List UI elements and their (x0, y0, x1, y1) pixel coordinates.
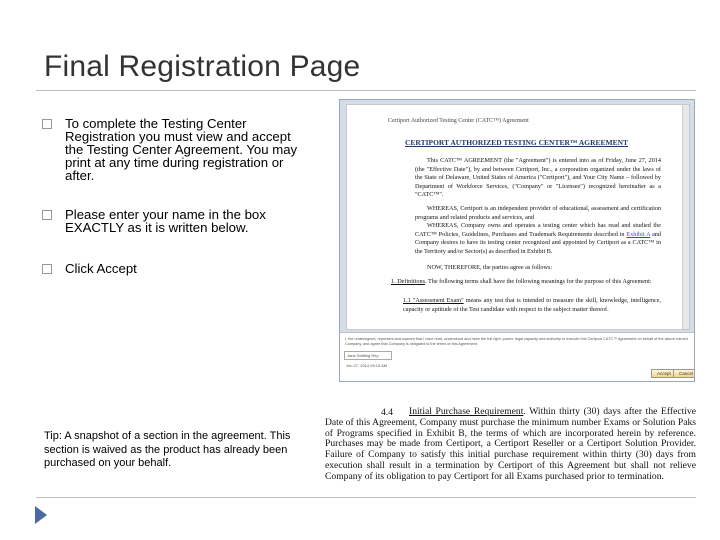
section-body-text: . Within thirty (30) days after the Effective Date of this Agreement, Company must purchase the minimum number Exams or Solution Paks of Programs specified in Exhibit B, the terms of which are incorporated herein by reference. Purchases may be made from Certiport, a Certiport Reseller or a Certiport Solution Provider. Failure of Company to satisfy this initial purchase requirement within thirty (30) days from execution shall result in a termination by Certiport of this Agreement but shall not relieve Company of its obligation to pay Certiport for all Exams purchased prior to termination. (325, 406, 696, 482)
section-heading: Initial Purchase Requirement (409, 406, 524, 417)
list-item (42, 208, 304, 234)
window-bottom-bar (340, 381, 695, 382)
cancel-button[interactable]: Cancel (673, 369, 695, 378)
agreement-paragraph (415, 205, 661, 257)
agreement-paragraph: This CATC™ AGREEMENT (the "Agreement") is entered into as of Friday, June 27, 2014 (the "Effective Date"), by and between Certiport, Inc., a corporation organized under the laws of the State of Delaware, United States of America ("Certiport"), and Your City Name – followed by Department of Workforce Services, ("Company" or "Licensee") recognized hereinafter as a "CATC™". (415, 157, 661, 199)
list-item (42, 117, 304, 182)
footer-divider (36, 497, 696, 498)
agreement-paragraph (403, 297, 661, 314)
section-text (325, 407, 696, 483)
acceptance-statement: I, the undersigned, represent and warrant that I have read, understood and have the full right, power, legal capacity and authority to execute this Certiport CATC™ Agreement on behalf of the above named Company, and agree that Company is obligated to the terms of this Agreement. (345, 337, 688, 346)
instruction-text: To complete the Testing Center Registration you must view and accept the Testing Center Agreement. You may print at any time during registration or after. (65, 116, 298, 183)
next-arrow-icon[interactable] (34, 505, 48, 525)
whereas-text: and Company desires to have its testing center recognized and appointed by Certiport as a CATC™ in the Territory and/or Sector(s) as described in Exhibit B. (415, 230, 661, 255)
whereas-text: WHEREAS, Certiport is an independent provider of educational, assessment and certification programs and related products and services, and (415, 205, 661, 221)
timestamp: Jun 27, 2014 09:15 AM (346, 363, 388, 368)
exhibit-a-link[interactable]: Exhibit A (626, 230, 651, 238)
accept-panel (340, 332, 695, 382)
agreement-paragraph (391, 278, 661, 287)
name-input[interactable]: Jane Staffing Rep (344, 351, 392, 360)
assessment-exam-text: means any test that is intended to measure the skill, knowledge, intelligence, capacity or aptitude of the Test candidate with respect to the subject matter thereof. (403, 297, 662, 313)
agreement-header: Certiport Authorized Testing Center (CATC™) Agreement (388, 118, 529, 124)
agreement-document (346, 104, 690, 330)
assessment-exam-label: 1.1 "Assessment Exam" (403, 297, 464, 304)
definitions-text: . The following terms shall have the following meanings for the purpose of this Agreement: (425, 278, 652, 285)
agreement-screenshot (339, 99, 695, 382)
page-title: Final Registration Page (44, 50, 361, 83)
instruction-list (42, 117, 304, 275)
section-number: 4.4 (381, 407, 393, 418)
bullet-icon (42, 210, 52, 220)
agreement-excerpt-screenshot (321, 404, 697, 484)
definitions-label: 1. Definitions (391, 278, 426, 285)
instruction-text: Please enter your name in the box EXACTLY as it is written below. (65, 207, 266, 235)
title-divider (36, 90, 696, 91)
instruction-text: Click Accept (65, 261, 137, 276)
agreement-title: CERTIPORT AUTHORIZED TESTING CENTER™ AGREEMENT (405, 138, 628, 147)
whereas-text: WHEREAS, Company owns and operates a testing center which has read and studied the CATC™ Policies, Guidelines, Purchases and Trademark Requirements described in (415, 222, 661, 238)
scrollbar[interactable] (682, 105, 689, 329)
agreement-paragraph: NOW, THEREFORE, the parties agree as follows: (427, 264, 553, 271)
list-item (42, 262, 304, 275)
bullet-icon (42, 264, 52, 274)
bullet-icon (42, 119, 52, 129)
tip-text: Tip: A snapshot of a section in the agreement. This section is waived as the product has already been purchased on your behalf. (44, 430, 291, 469)
accept-button[interactable]: Accept (651, 369, 677, 378)
